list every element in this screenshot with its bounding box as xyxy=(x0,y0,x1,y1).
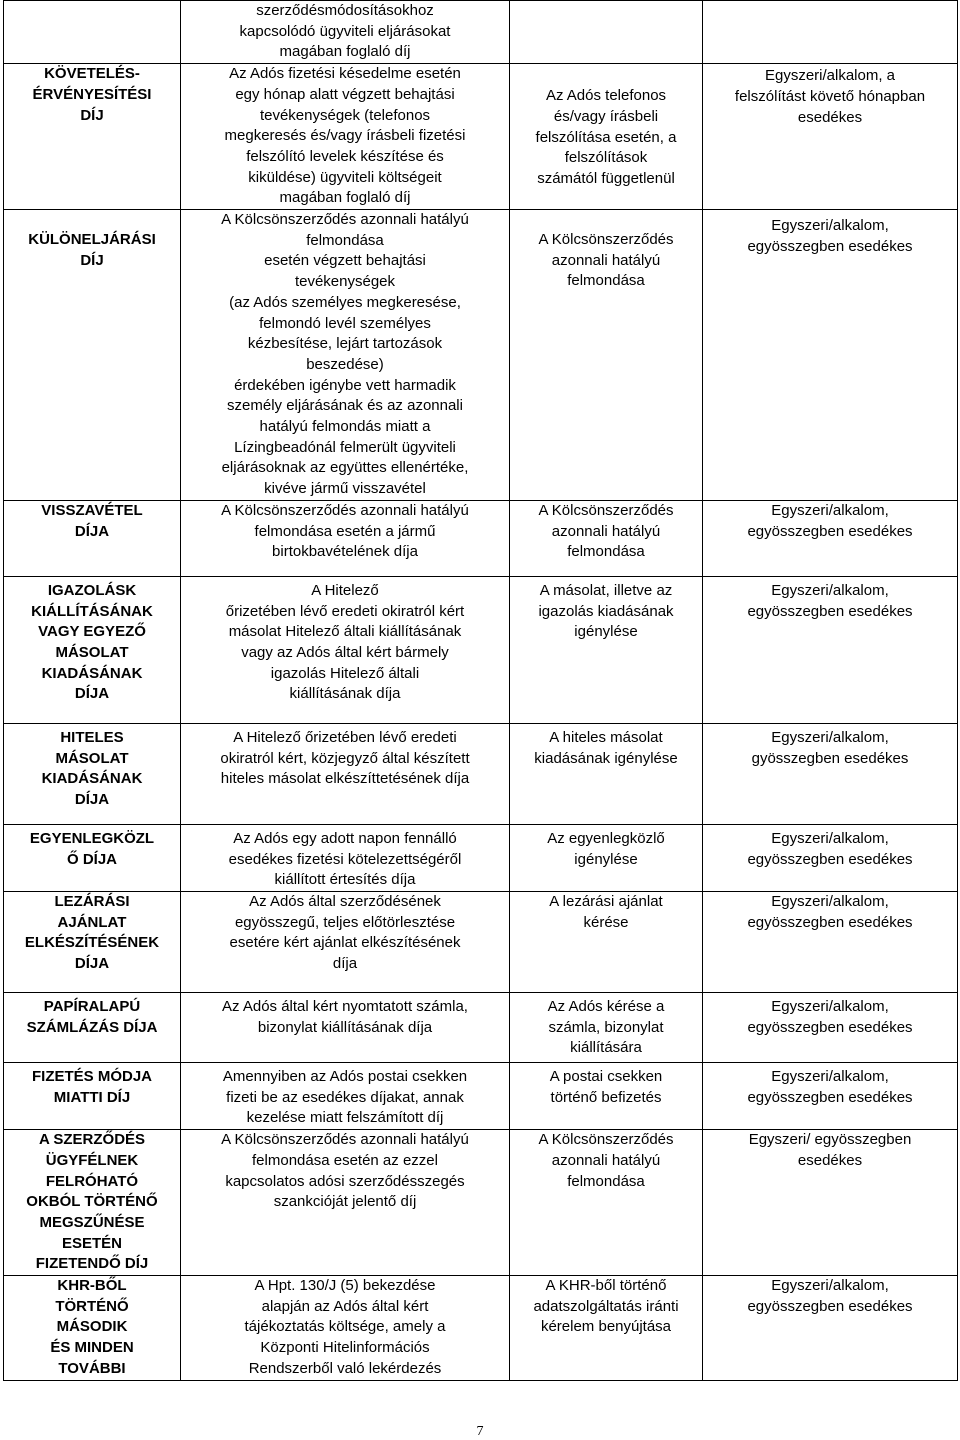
fee-description: Az Adós által kért nyomtatott számla, bizonylat kiállításának díja xyxy=(181,992,510,1062)
fee-trigger: A hiteles másolat kiadásának igénylése xyxy=(510,723,703,824)
fee-trigger: Az Adós kérése a számla, bizonylat kiállítására xyxy=(510,992,703,1062)
table-row xyxy=(4,992,958,1062)
fee-due: Egyszeri/alkalom, egyösszegben esedékes xyxy=(703,992,958,1062)
fee-description: Az Adós által szerződésének egyösszegű, teljes előtörlesztése esetére kért ajánlat elkészítésének díja xyxy=(181,891,510,992)
fee-due: Egyszeri/alkalom, egyösszegben esedékes xyxy=(703,891,958,992)
fee-description: A Kölcsönszerződés azonnali hatályú felmondása esetén az ezzel kapcsolatos adósi szerződésszegés szankcióját jelentő díj xyxy=(181,1130,510,1276)
fee-name: PAPÍRALAPÚ SZÁMLÁZÁS DÍJA xyxy=(4,992,181,1062)
fee-trigger: A lezárási ajánlat kérése xyxy=(510,891,703,992)
fee-name: KHR-BŐL TÖRTÉNŐ MÁSODIK ÉS MINDEN TOVÁBBI xyxy=(4,1276,181,1381)
fee-name: KÖVETELÉS- ÉRVÉNYESÍTÉSI DÍJ xyxy=(4,64,181,210)
fee-description: A Kölcsönszerződés azonnali hatályú felmondása esetén a jármű birtokbavételének díja xyxy=(181,500,510,576)
table-row xyxy=(4,64,958,210)
fee-table xyxy=(3,0,958,1381)
table-row xyxy=(4,891,958,992)
fee-trigger: Az egyenlegközlő igénylése xyxy=(510,824,703,891)
fee-name: KÜLÖNELJÁRÁSI DÍJ xyxy=(4,210,181,501)
table-row xyxy=(4,723,958,824)
table-row xyxy=(4,1276,958,1381)
fee-description: A Hpt. 130/J (5) bekezdése alapján az Adós által kért tájékoztatás költsége, amely a Központi Hitelinformációs Rendszerből való lekérdezés xyxy=(181,1276,510,1381)
fee-description: Az Adós fizetési késedelme esetén egy hónap alatt végzett behajtási tevékenységek (telefonos megkeresés és/vagy írásbeli fizetési felszólító levelek készítése és kiküldése) ügyviteli költségeit magában foglaló díj xyxy=(181,64,510,210)
fee-due: Egyszeri/ egyösszegben esedékes xyxy=(703,1130,958,1276)
fee-due xyxy=(703,1,958,64)
fee-trigger: A Kölcsönszerződés azonnali hatályú felmondása xyxy=(510,1130,703,1276)
fee-name: LEZÁRÁSI AJÁNLAT ELKÉSZÍTÉSÉNEK DÍJA xyxy=(4,891,181,992)
table-row xyxy=(4,210,958,501)
fee-description: A Hitelező őrizetében lévő eredeti okiratról kért, közjegyző által készített hiteles másolat elkészíttetésének díja xyxy=(181,723,510,824)
fee-description: Az Adós egy adott napon fennálló esedékes fizetési kötelezettségéről kiállított értesítés díja xyxy=(181,824,510,891)
fee-trigger: A Kölcsönszerződés azonnali hatályú felmondása xyxy=(510,210,703,501)
fee-name: VISSZAVÉTEL DÍJA xyxy=(4,500,181,576)
table-row xyxy=(4,1062,958,1129)
fee-trigger: A KHR-ből történő adatszolgáltatás iránti kérelem benyújtása xyxy=(510,1276,703,1381)
table-row xyxy=(4,1130,958,1276)
fee-description: Amennyiben az Adós postai csekken fizeti be az esedékes díjakat, annak kezelése miatt felszámított díj xyxy=(181,1062,510,1129)
fee-due: Egyszeri/alkalom, egyösszegben esedékes xyxy=(703,1062,958,1129)
fee-due: Egyszeri/alkalom, egyösszegben esedékes xyxy=(703,210,958,501)
fee-name: HITELES MÁSOLAT KIADÁSÁNAK DÍJA xyxy=(4,723,181,824)
fee-due: Egyszeri/alkalom, gyösszegben esedékes xyxy=(703,723,958,824)
fee-trigger: A másolat, illetve az igazolás kiadásának igénylése xyxy=(510,576,703,723)
fee-trigger xyxy=(510,1,703,64)
fee-name: IGAZOLÁSK KIÁLLÍTÁSÁNAK VAGY EGYEZŐ MÁSOLAT KIADÁSÁNAK DÍJA xyxy=(4,576,181,723)
table-row xyxy=(4,1,958,64)
fee-due: Egyszeri/alkalom, egyösszegben esedékes xyxy=(703,824,958,891)
fee-due: Egyszeri/alkalom, egyösszegben esedékes xyxy=(703,576,958,723)
fee-trigger: A Kölcsönszerződés azonnali hatályú felmondása xyxy=(510,500,703,576)
table-row xyxy=(4,576,958,723)
table-row xyxy=(4,824,958,891)
fee-due: Egyszeri/alkalom, egyösszegben esedékes xyxy=(703,1276,958,1381)
fee-name: A SZERZŐDÉS ÜGYFÉLNEK FELRÓHATÓ OKBÓL TÖRTÉNŐ MEGSZŰNÉSE ESETÉN FIZETENDŐ DÍJ xyxy=(4,1130,181,1276)
fee-trigger: A postai csekken történő befizetés xyxy=(510,1062,703,1129)
fee-description: A Kölcsönszerződés azonnali hatályú felmondása esetén végzett behajtási tevékenységek (az Adós személyes megkeresése, felmondó levél személyes kézbesítése, lejárt tartozások beszedése) érdekében igénybe vett harmadik személy eljárásának és az azonnali hatályú felmondás miatt a Lízingbeadónál felmerült ügyviteli eljárásoknak az együttes ellenértéke, kivéve jármű visszavétel xyxy=(181,210,510,501)
table-row xyxy=(4,500,958,576)
page-number: 7 xyxy=(476,1424,484,1439)
fee-name: FIZETÉS MÓDJA MIATTI DÍJ xyxy=(4,1062,181,1129)
fee-description: A Hitelező őrizetében lévő eredeti okiratról kért másolat Hitelező általi kiállításának vagy az Adós által kért bármely igazolás Hitelező általi kiállításának díja xyxy=(181,576,510,723)
fee-name: EGYENLEGKÖZL Ő DÍJA xyxy=(4,824,181,891)
fee-name xyxy=(4,1,181,64)
fee-due: Egyszeri/alkalom, a felszólítást követő hónapban esedékes xyxy=(703,64,958,210)
fee-due: Egyszeri/alkalom, egyösszegben esedékes xyxy=(703,500,958,576)
fee-trigger: Az Adós telefonos és/vagy írásbeli felszólítása esetén, a felszólítások számától függetlenül xyxy=(510,64,703,210)
fee-description: szerződésmódosításokhoz kapcsolódó ügyviteli eljárásokat magában foglaló díj xyxy=(181,1,510,64)
